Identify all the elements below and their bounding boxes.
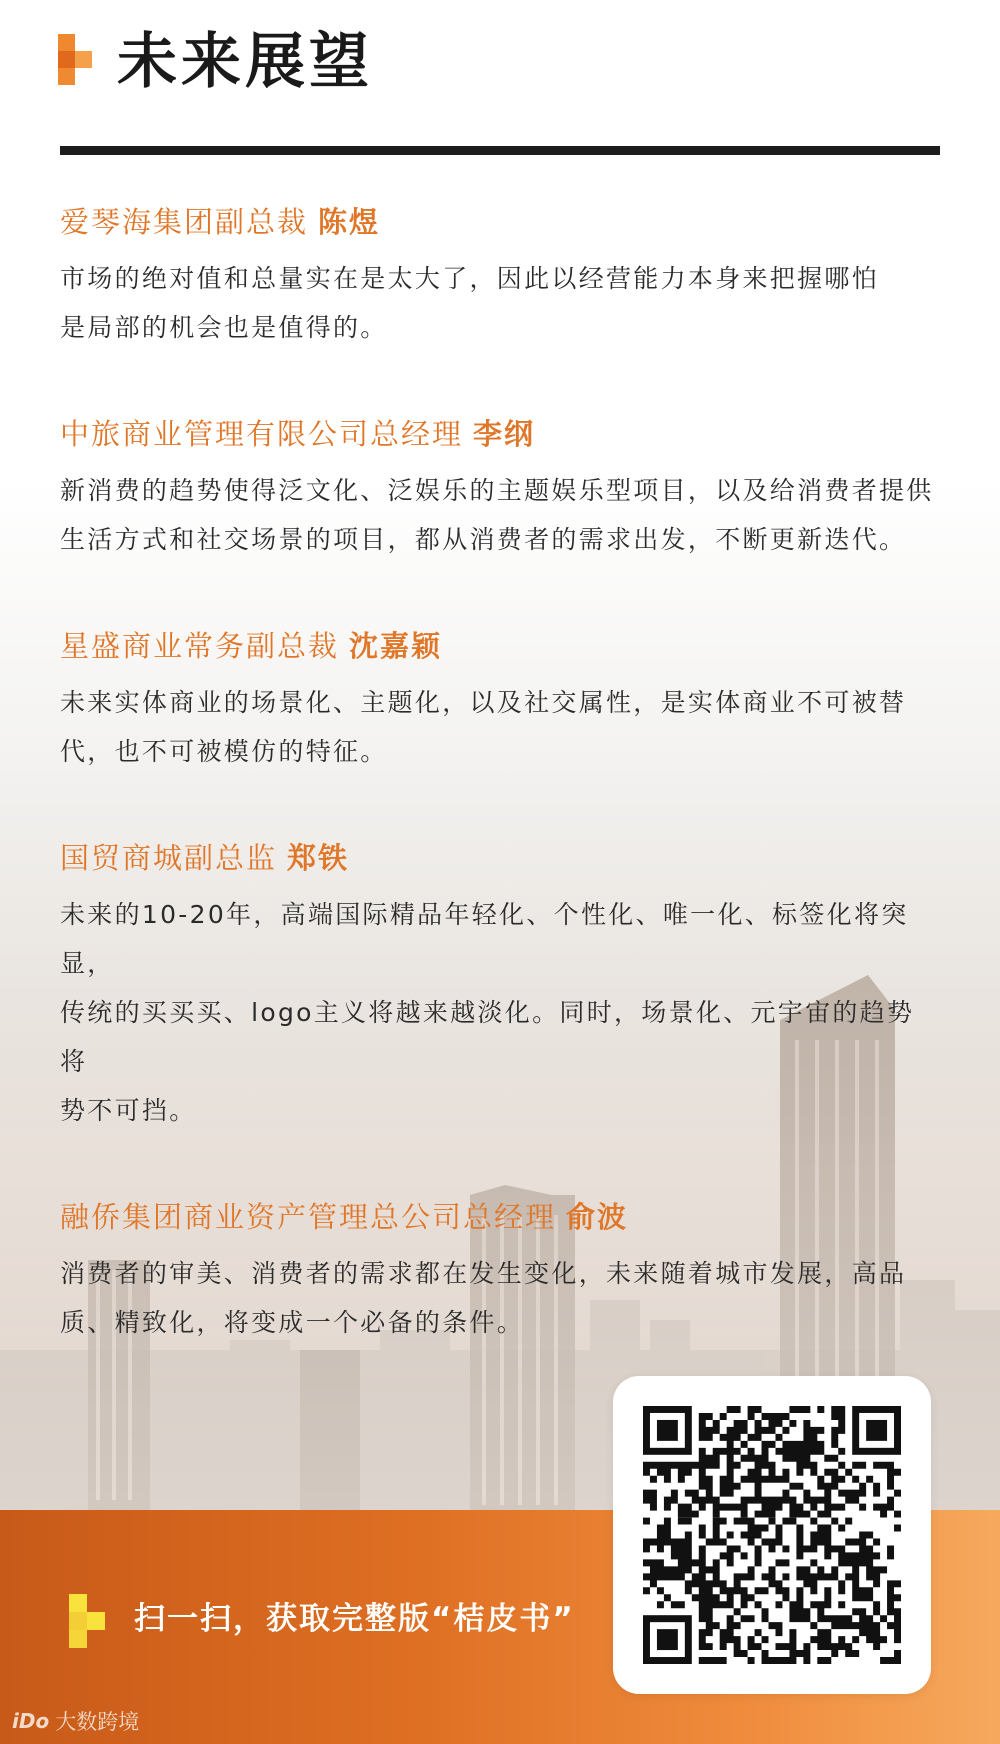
speaker-name: 李纲 (473, 417, 536, 451)
quote-text (60, 1249, 940, 1347)
speaker-title: 爱琴海集团副总裁 (60, 205, 309, 239)
quote-line: 新消费的趋势使得泛文化、泛娱乐的主题娱乐型项目，以及给消费者提供 (60, 476, 934, 505)
speaker-name: 陈煜 (318, 205, 381, 239)
speaker-title: 国贸商城副总监 (60, 841, 278, 875)
title-divider (60, 146, 940, 155)
quote-line: 势不可挡。 (60, 1096, 197, 1125)
quote-list (60, 200, 940, 1407)
quote-line: 质、精致化，将变成一个必备的条件。 (60, 1308, 525, 1337)
watermark-text: 大数跨境 (55, 1710, 140, 1734)
speaker-name: 郑铁 (287, 841, 350, 875)
quote-item (60, 624, 940, 776)
quote-line: 是局部的机会也是值得的。 (60, 313, 388, 342)
quote-text (60, 678, 940, 776)
quote-line: 市场的绝对值和总量实在是太大了，因此以经营能力本身来把握哪怕 (60, 264, 880, 293)
quote-item (60, 836, 940, 1135)
speaker-line (60, 200, 940, 244)
speaker-line (60, 412, 940, 456)
quote-line: 消费者的审美、消费者的需求都在发生变化，未来随着城市发展，高品 (60, 1259, 907, 1288)
quote-text (60, 890, 940, 1135)
quote-item (60, 1195, 940, 1347)
speaker-line (60, 836, 940, 880)
qr-code-icon[interactable] (643, 1406, 901, 1664)
quote-text (60, 254, 940, 352)
quote-line: 未来的10-20年，高端国际精品年轻化、个性化、唯一化、标签化将突显， (60, 900, 909, 978)
page-title: 未来展望 (117, 27, 373, 97)
quote-line: 传统的买买买、logo主义将越来越淡化。同时，场景化、元宇宙的趋势将 (60, 998, 915, 1076)
watermark-logo: iDo (12, 1709, 50, 1733)
speaker-title: 中旅商业管理有限公司总经理 (60, 417, 464, 451)
orange-pixel-mark-icon (58, 34, 92, 88)
cta-text: 扫一扫，获取完整版“桔皮书” (134, 1601, 575, 1637)
quote-line: 代，也不可被模仿的特征。 (60, 737, 388, 766)
quote-item (60, 200, 940, 352)
speaker-name: 沈嘉颖 (349, 629, 443, 663)
speaker-name: 俞波 (566, 1200, 629, 1234)
quote-item (60, 412, 940, 564)
quote-line: 未来实体商业的场景化、主题化，以及社交属性，是实体商业不可被替 (60, 688, 907, 717)
yellow-pixel-mark-icon (69, 1594, 105, 1648)
speaker-line (60, 624, 940, 668)
quote-line: 生活方式和社交场景的项目，都从消费者的需求出发，不断更新迭代。 (60, 525, 907, 554)
speaker-line (60, 1195, 940, 1239)
quote-text (60, 466, 940, 564)
speaker-title: 星盛商业常务副总裁 (60, 629, 340, 663)
watermark (12, 1706, 139, 1736)
speaker-title: 融侨集团商业资产管理总公司总经理 (60, 1200, 557, 1234)
qr-card (613, 1376, 931, 1694)
